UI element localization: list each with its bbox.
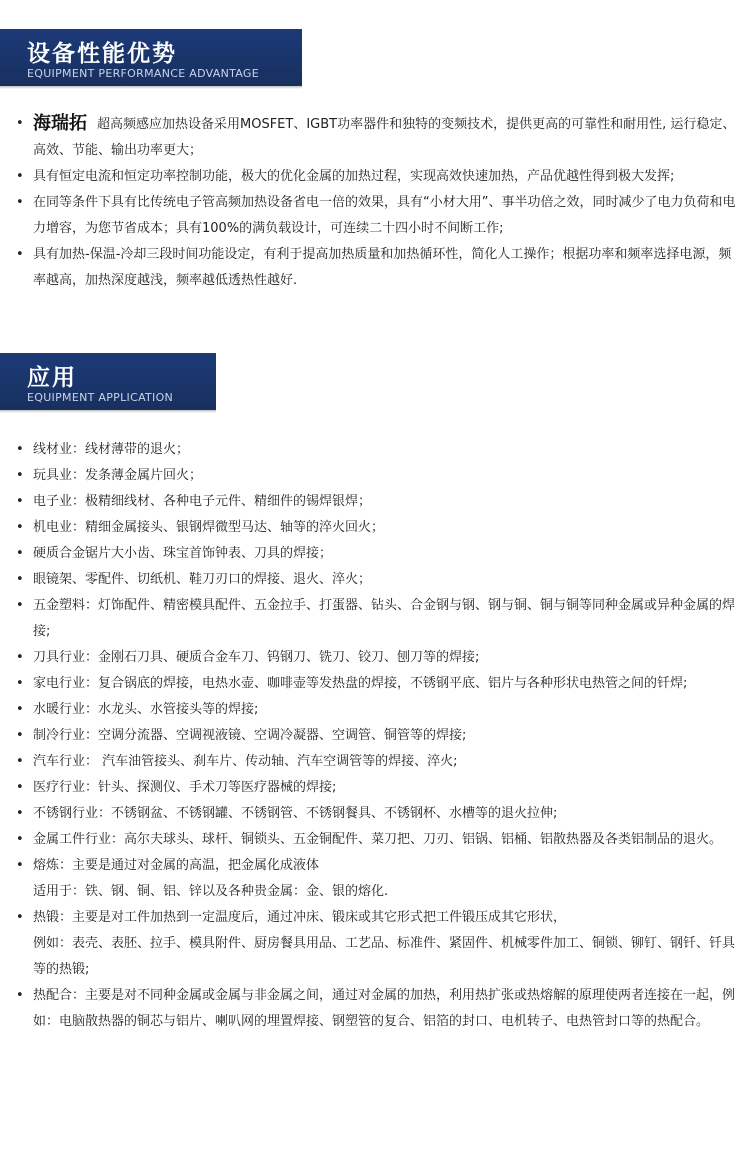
bullet-icon: • xyxy=(16,442,24,457)
forging-detail: 例如：表壳、表胚、拉手、模具附件、厨房餐具用品、工艺品、标准件、紧固件、机械零件加工、铜锁、铆钉、钢钎、钎具等的热锻; xyxy=(33,936,736,977)
smelting-detail: 适用于：铁、钢、铜、铝、锌以及各种贵金属：金、银的熔化. xyxy=(33,884,389,899)
application-subtitle: EQUIPMENT APPLICATION xyxy=(27,391,174,404)
list-item-text: 汽车行业： 汽车油管接头、刹车片、传动轴、汽车空调管等的焊接、淬火; xyxy=(33,754,458,769)
list-item xyxy=(0,593,750,645)
list-item xyxy=(0,801,750,827)
application-list xyxy=(0,437,750,1035)
list-item-text: 线材业：线材薄带的退火； xyxy=(33,442,190,457)
list-item-text: 具有恒定电流和恒定功率控制功能，极大的优化金属的加热过程，实现高效快速加热，产品优越性得到极大发挥; xyxy=(33,169,675,184)
bullet-icon: • xyxy=(16,169,24,184)
list-item xyxy=(0,775,750,801)
banner-shadow xyxy=(0,86,302,89)
bullet-icon: • xyxy=(16,572,24,587)
performance-title: 设备性能优势 xyxy=(27,41,177,67)
bullet-icon: • xyxy=(16,546,24,561)
list-item xyxy=(0,541,750,567)
list-item-text: 玩具业：发条薄金属片回火； xyxy=(33,468,203,483)
list-item xyxy=(0,749,750,775)
list-item xyxy=(0,463,750,489)
brand-name: 海瑞拓 xyxy=(33,113,87,134)
list-item-text: 不锈钢行业：不锈钢盆、不锈钢罐、不锈钢管、不锈钢餐具、不锈钢杯、水槽等的退火拉伸; xyxy=(33,806,558,821)
list-item xyxy=(0,567,750,593)
list-item-text: 具有加热-保温-冷却三段时间功能设定，有利于提高加热质量和加热循环性，简化人工操作；根据功率和频率选择电源，频率越高，加热深度越浅，频率越低透热性越好. xyxy=(33,247,732,288)
bullet-icon: • xyxy=(16,650,24,665)
list-item-text: 家电行业：复合锅底的焊接，电热水壶、咖啡壶等发热盘的焊接，不锈钢平底、铝片与各种形状电热管之间的钎焊; xyxy=(33,676,688,691)
performance-banner xyxy=(0,29,302,86)
bullet-icon: • xyxy=(16,806,24,821)
application-title: 应用 xyxy=(27,365,77,391)
list-item xyxy=(0,723,750,749)
bullet-icon: • xyxy=(16,247,24,262)
bullet-icon: • xyxy=(16,676,24,691)
list-item-text: 硬质合金锯片大小齿、珠宝首饰钟表、刀具的焊接； xyxy=(33,546,333,561)
list-item-text: 眼镜架、零配件、切纸机、鞋刀刃口的焊接、退火、淬火； xyxy=(33,572,372,587)
list-item xyxy=(0,671,750,697)
bullet-icon: • xyxy=(16,494,24,509)
list-item xyxy=(0,645,750,671)
list-item-text: 刀具行业：金刚石刀具、硬质合金车刀、钨钢刀、铣刀、铰刀、刨刀等的焊接; xyxy=(33,650,480,665)
list-item-text: 医疗行业：针头、探测仪、手术刀等医疗器械的焊接; xyxy=(33,780,337,795)
bullet-icon: • xyxy=(16,195,24,210)
list-item-text: 制冷行业：空调分流器、空调视液镜、空调冷凝器、空调管、铜管等的焊接; xyxy=(33,728,467,743)
forging-line: 热锻：主要是对工件加热到一定温度后，通过冲床、锻床或其它形式把工件锻压成其它形状， xyxy=(33,910,567,925)
bullet-icon: • xyxy=(16,910,24,925)
list-item-text: 超高频感应加热设备采用MOSFET、IGBT功率器件和独特的变频技术，提供更高的可靠性和耐用性, 运行稳定、高效、节能、输出功率更大； xyxy=(33,117,736,158)
application-banner xyxy=(0,353,216,410)
bullet-icon: • xyxy=(16,780,24,795)
list-item xyxy=(0,697,750,723)
bullet-icon: • xyxy=(16,858,24,873)
list-item-forging xyxy=(0,905,750,983)
list-item-shrink-fit xyxy=(0,983,750,1035)
bullet-icon: • xyxy=(16,988,24,1003)
list-item-text: 在同等条件下具有比传统电子管高频加热设备省电一倍的效果，具有“小材大用”、事半功倍之效，同时减少了电力负荷和电力增容，为您节省成本；具有100%的满负载设计，可连续二十四小时不间断工作; xyxy=(33,195,736,236)
bullet-icon: • xyxy=(16,116,24,131)
bullet-icon: • xyxy=(16,468,24,483)
list-item-text: 机电业：精细金属接头、银钢焊微型马达、轴等的淬火回火； xyxy=(33,520,385,535)
list-item xyxy=(0,827,750,853)
list-item-text: 电子业：极精细线材、各种电子元件、精细件的锡焊银焊； xyxy=(33,494,372,509)
list-item-text: 金属工件行业：高尔夫球头、球杆、铜锁头、五金铜配件、菜刀把、刀刃、铝锅、铝桶、铝散热器及各类铝制品的退火。 xyxy=(33,832,723,847)
smelting-line: 熔炼：主要是通过对金属的高温，把金属化成液体 xyxy=(33,858,320,873)
list-item-text: 水暖行业：水龙头、水管接头等的焊接; xyxy=(33,702,259,717)
list-item-smelting xyxy=(0,853,750,905)
performance-list xyxy=(0,111,750,294)
performance-subtitle: EQUIPMENT PERFORMANCE ADVANTAGE xyxy=(27,67,259,80)
bullet-icon: • xyxy=(16,728,24,743)
banner-shadow xyxy=(0,410,216,413)
bullet-icon: • xyxy=(16,520,24,535)
list-item xyxy=(0,437,750,463)
bullet-icon: • xyxy=(16,754,24,769)
list-item xyxy=(0,515,750,541)
bullet-icon: • xyxy=(16,598,24,613)
list-item xyxy=(0,190,750,242)
bullet-icon: • xyxy=(16,832,24,847)
list-item xyxy=(0,164,750,190)
list-item-text: 五金塑料：灯饰配件、精密模具配件、五金拉手、打蛋器、钻头、合金钢与钢、钢与铜、铜与铜等同种金属或异种金属的焊接; xyxy=(33,598,736,639)
list-item xyxy=(0,242,750,294)
bullet-icon: • xyxy=(16,702,24,717)
shrink-fit-line: 热配合：主要是对不同种金属或金属与非金属之间，通过对金属的加热，利用热扩张或热熔解的原理使两者连接在一起，例如：电脑散热器的铜芯与铝片、喇叭网的埋置焊接、钢塑管的复合、铝箔的封口、电机转子、电热管封口等的热配合。 xyxy=(33,988,736,1029)
list-item xyxy=(0,111,750,164)
list-item xyxy=(0,489,750,515)
